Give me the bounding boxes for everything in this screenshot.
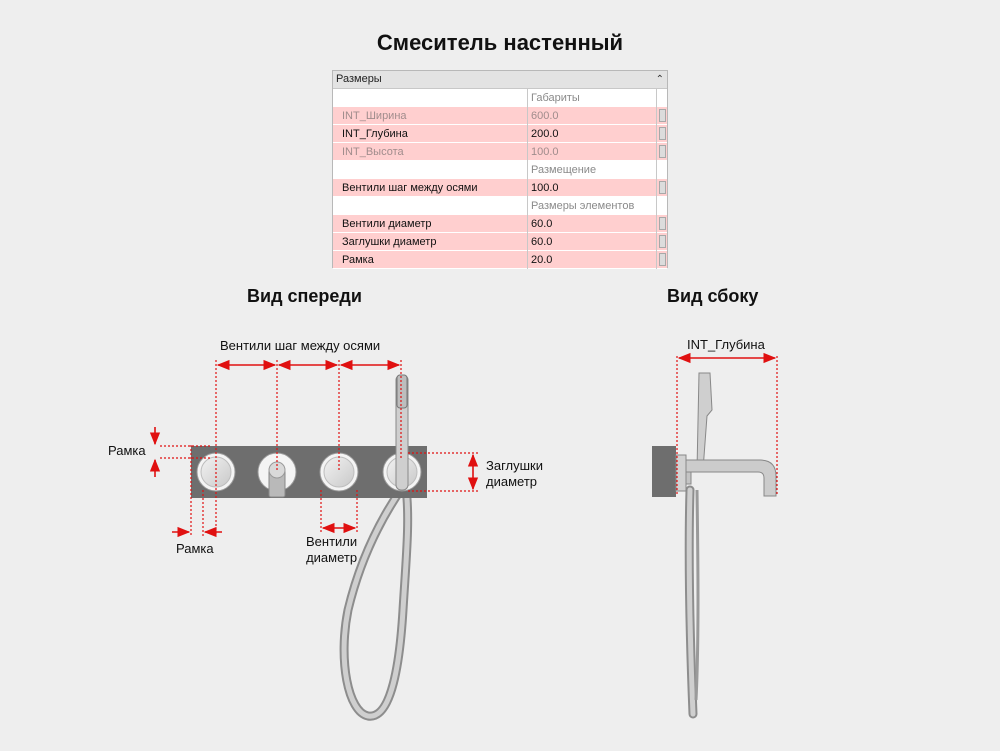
property-group-label: Размеры элементов [529,197,657,215]
frame-left-label: Рамка [108,443,146,458]
property-value[interactable]: 100.0 [529,143,657,161]
property-name: Вентили диаметр [333,215,528,233]
property-value[interactable]: 200.0 [529,125,657,143]
hand-shower [396,375,408,490]
property-name: INT_Ширина [333,107,528,125]
property-value[interactable]: 20.0 [529,251,657,269]
side-view-title: Вид сбоку [667,286,759,306]
side-hose [689,490,698,714]
depth-label: INT_Глубина [687,337,765,352]
property-name: Заглушки диаметр [333,233,528,251]
frame-bottom-label: Рамка [176,541,214,556]
property-value[interactable]: 60.0 [529,215,657,233]
property-name: Вентили шаг между осями [333,179,528,197]
side-spout [686,460,776,496]
shower-hose [344,488,408,716]
spacing-label: Вентили шаг между осями [220,338,381,353]
double-chevron-up-icon[interactable]: ⌃ [655,74,664,85]
valve-knob [320,453,358,491]
property-name: INT_Высота [333,143,528,161]
front-view-title: Вид спереди [247,286,362,306]
valve-diameter-label: Вентили диаметр [306,534,358,565]
property-name: Рамка [333,251,528,269]
properties-group-title: Размеры [336,73,382,85]
side-hand-shower [697,373,712,470]
property-name: INT_Глубина [333,125,528,143]
property-value[interactable]: 60.0 [529,233,657,251]
property-value[interactable]: 600.0 [529,107,657,125]
side-wall-plate [652,446,676,497]
page-title: Смеситель настенный [376,30,624,55]
property-group-label: Размещение [529,161,657,179]
side-dimension-lines [677,356,777,495]
side-view [652,356,777,714]
cap-diameter-label: Заглушки диаметр [486,458,544,489]
property-value[interactable]: 100.0 [529,179,657,197]
property-group-label: Габариты [529,89,657,107]
